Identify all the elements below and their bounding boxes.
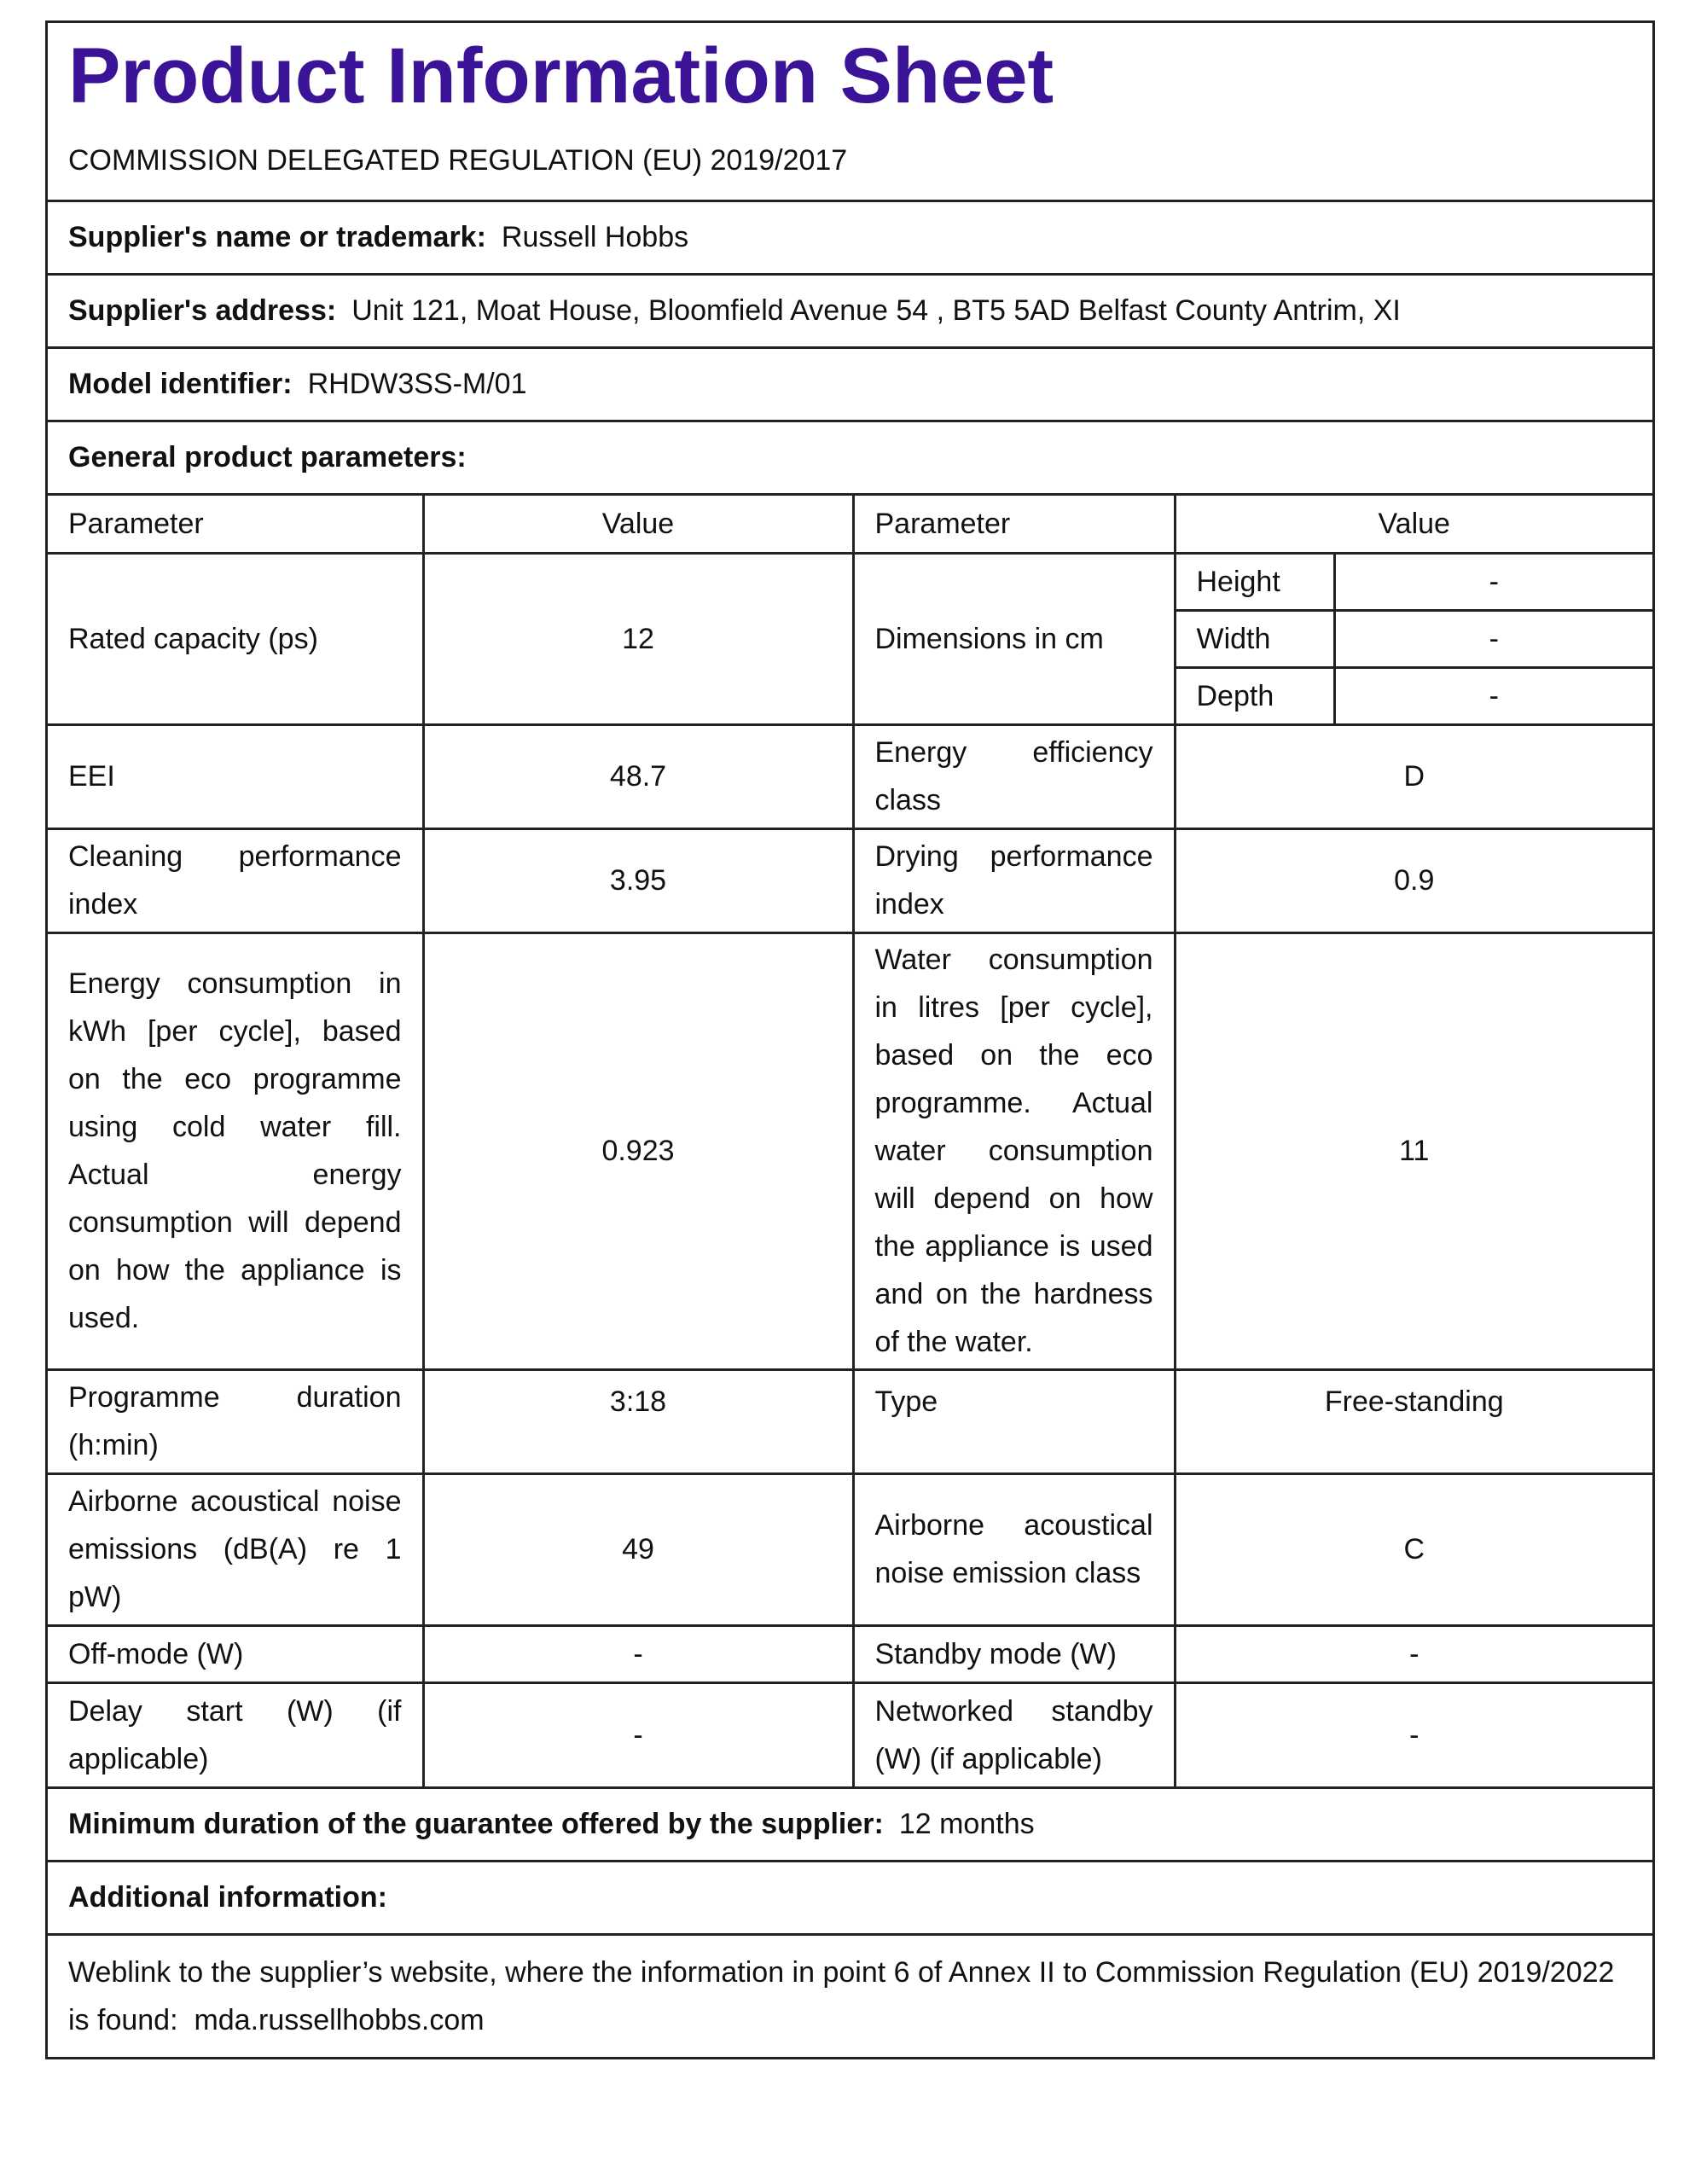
table-row	[48, 828, 1652, 932]
networked-standby-value: -	[1175, 1682, 1652, 1786]
drying-performance-value: 0.9	[1175, 828, 1652, 932]
supplier-name-row	[48, 202, 1652, 276]
rated-capacity-value: 12	[423, 553, 853, 724]
networked-standby-label: Networked standby (W) (if applicable)	[853, 1682, 1175, 1786]
eei-value: 48.7	[423, 724, 853, 828]
depth-label: Depth	[1175, 667, 1334, 724]
delay-start-value: -	[423, 1682, 853, 1786]
parameters-table-row	[48, 496, 1652, 1789]
supplier-name-value: Russell Hobbs	[501, 221, 689, 253]
additional-information-row	[48, 1862, 1652, 1936]
off-mode-value: -	[423, 1625, 853, 1682]
water-consumption-value: 11	[1175, 932, 1652, 1369]
header-value-1: Value	[423, 496, 853, 553]
supplier-address-value: Unit 121, Moat House, Bloomfield Avenue 54 , BT5 5AD Belfast County Antrim, XI	[351, 294, 1401, 327]
off-mode-label: Off-mode (W)	[48, 1625, 423, 1682]
noise-emissions-value: 49	[423, 1473, 853, 1625]
title-block	[48, 23, 1652, 202]
header-value-2: Value	[1175, 496, 1652, 553]
energy-consumption-value: 0.923	[423, 932, 853, 1369]
energy-efficiency-class-label: Energy efficiency class	[853, 724, 1175, 828]
guarantee-row	[48, 1789, 1652, 1862]
eei-label: EEI	[48, 724, 423, 828]
supplier-name-label: Supplier's name or trademark:	[68, 221, 486, 253]
dimensions-label: Dimensions in cm	[853, 553, 1175, 724]
header-parameter-2: Parameter	[853, 496, 1175, 553]
programme-duration-label: Programme duration (h:min)	[48, 1369, 423, 1473]
parameters-table	[48, 496, 1652, 1786]
cleaning-performance-value: 3.95	[423, 828, 853, 932]
table-header-row	[48, 496, 1652, 553]
width-value: -	[1334, 610, 1652, 667]
noise-emissions-label: Airborne acoustical noise emissions (dB(A) re 1 pW)	[48, 1473, 423, 1625]
water-consumption-label: Water consumption in litres [per cycle], based on the eco programme. Actual water consumption will depend on how the appliance is used and on the hardness of the water.	[853, 932, 1175, 1369]
supplier-address-row	[48, 276, 1652, 349]
table-row	[48, 1682, 1652, 1786]
height-value: -	[1334, 553, 1652, 610]
guarantee-label: Minimum duration of the guarantee offered by the supplier:	[68, 1808, 884, 1840]
product-information-sheet	[45, 20, 1655, 2059]
supplier-address-label: Supplier's address:	[68, 294, 337, 327]
additional-information-heading: Additional information:	[68, 1881, 387, 1914]
weblink-row	[48, 1936, 1652, 2057]
programme-duration-value: 3:18	[423, 1369, 853, 1473]
guarantee-value: 12 months	[898, 1808, 1035, 1840]
weblink-text: Weblink to the supplier’s website, where the information in point 6 of Annex II to Commission Regulation (EU) 2019/2022 is found:	[68, 1956, 1615, 2036]
delay-start-label: Delay start (W) (if applicable)	[48, 1682, 423, 1786]
cleaning-performance-label: Cleaning performance index	[48, 828, 423, 932]
general-parameters-heading: General product parameters:	[68, 441, 467, 473]
type-label: Type	[853, 1369, 1175, 1473]
energy-consumption-label: Energy consumption in kWh [per cycle], based on the eco programme using cold water fill. Actual energy consumption will depend on how the appliance is used.	[48, 932, 423, 1369]
noise-emission-class-value: C	[1175, 1473, 1652, 1625]
width-label: Width	[1175, 610, 1334, 667]
rated-capacity-label: Rated capacity (ps)	[48, 553, 423, 724]
standby-mode-value: -	[1175, 1625, 1652, 1682]
regulation-subtitle: COMMISSION DELEGATED REGULATION (EU) 2019/2017	[68, 144, 848, 177]
standby-mode-label: Standby mode (W)	[853, 1625, 1175, 1682]
table-row	[48, 724, 1652, 828]
height-label: Height	[1175, 553, 1334, 610]
page-title: Product Information Sheet	[68, 32, 1054, 119]
depth-value: -	[1334, 667, 1652, 724]
general-parameters-row	[48, 422, 1652, 496]
noise-emission-class-label: Airborne acoustical noise emission class	[853, 1473, 1175, 1625]
weblink-url[interactable]: mda.russellhobbs.com	[194, 2004, 485, 2036]
drying-performance-label: Drying performance index	[853, 828, 1175, 932]
table-row	[48, 1625, 1652, 1682]
table-row	[48, 1473, 1652, 1625]
table-row	[48, 1369, 1652, 1473]
table-row	[48, 553, 1652, 610]
model-identifier-row	[48, 349, 1652, 422]
header-parameter-1: Parameter	[48, 496, 423, 553]
model-identifier-value: RHDW3SS-M/01	[307, 368, 527, 400]
energy-efficiency-class-value: D	[1175, 724, 1652, 828]
model-identifier-label: Model identifier:	[68, 368, 293, 400]
table-row	[48, 932, 1652, 1369]
type-value: Free-standing	[1175, 1369, 1652, 1473]
